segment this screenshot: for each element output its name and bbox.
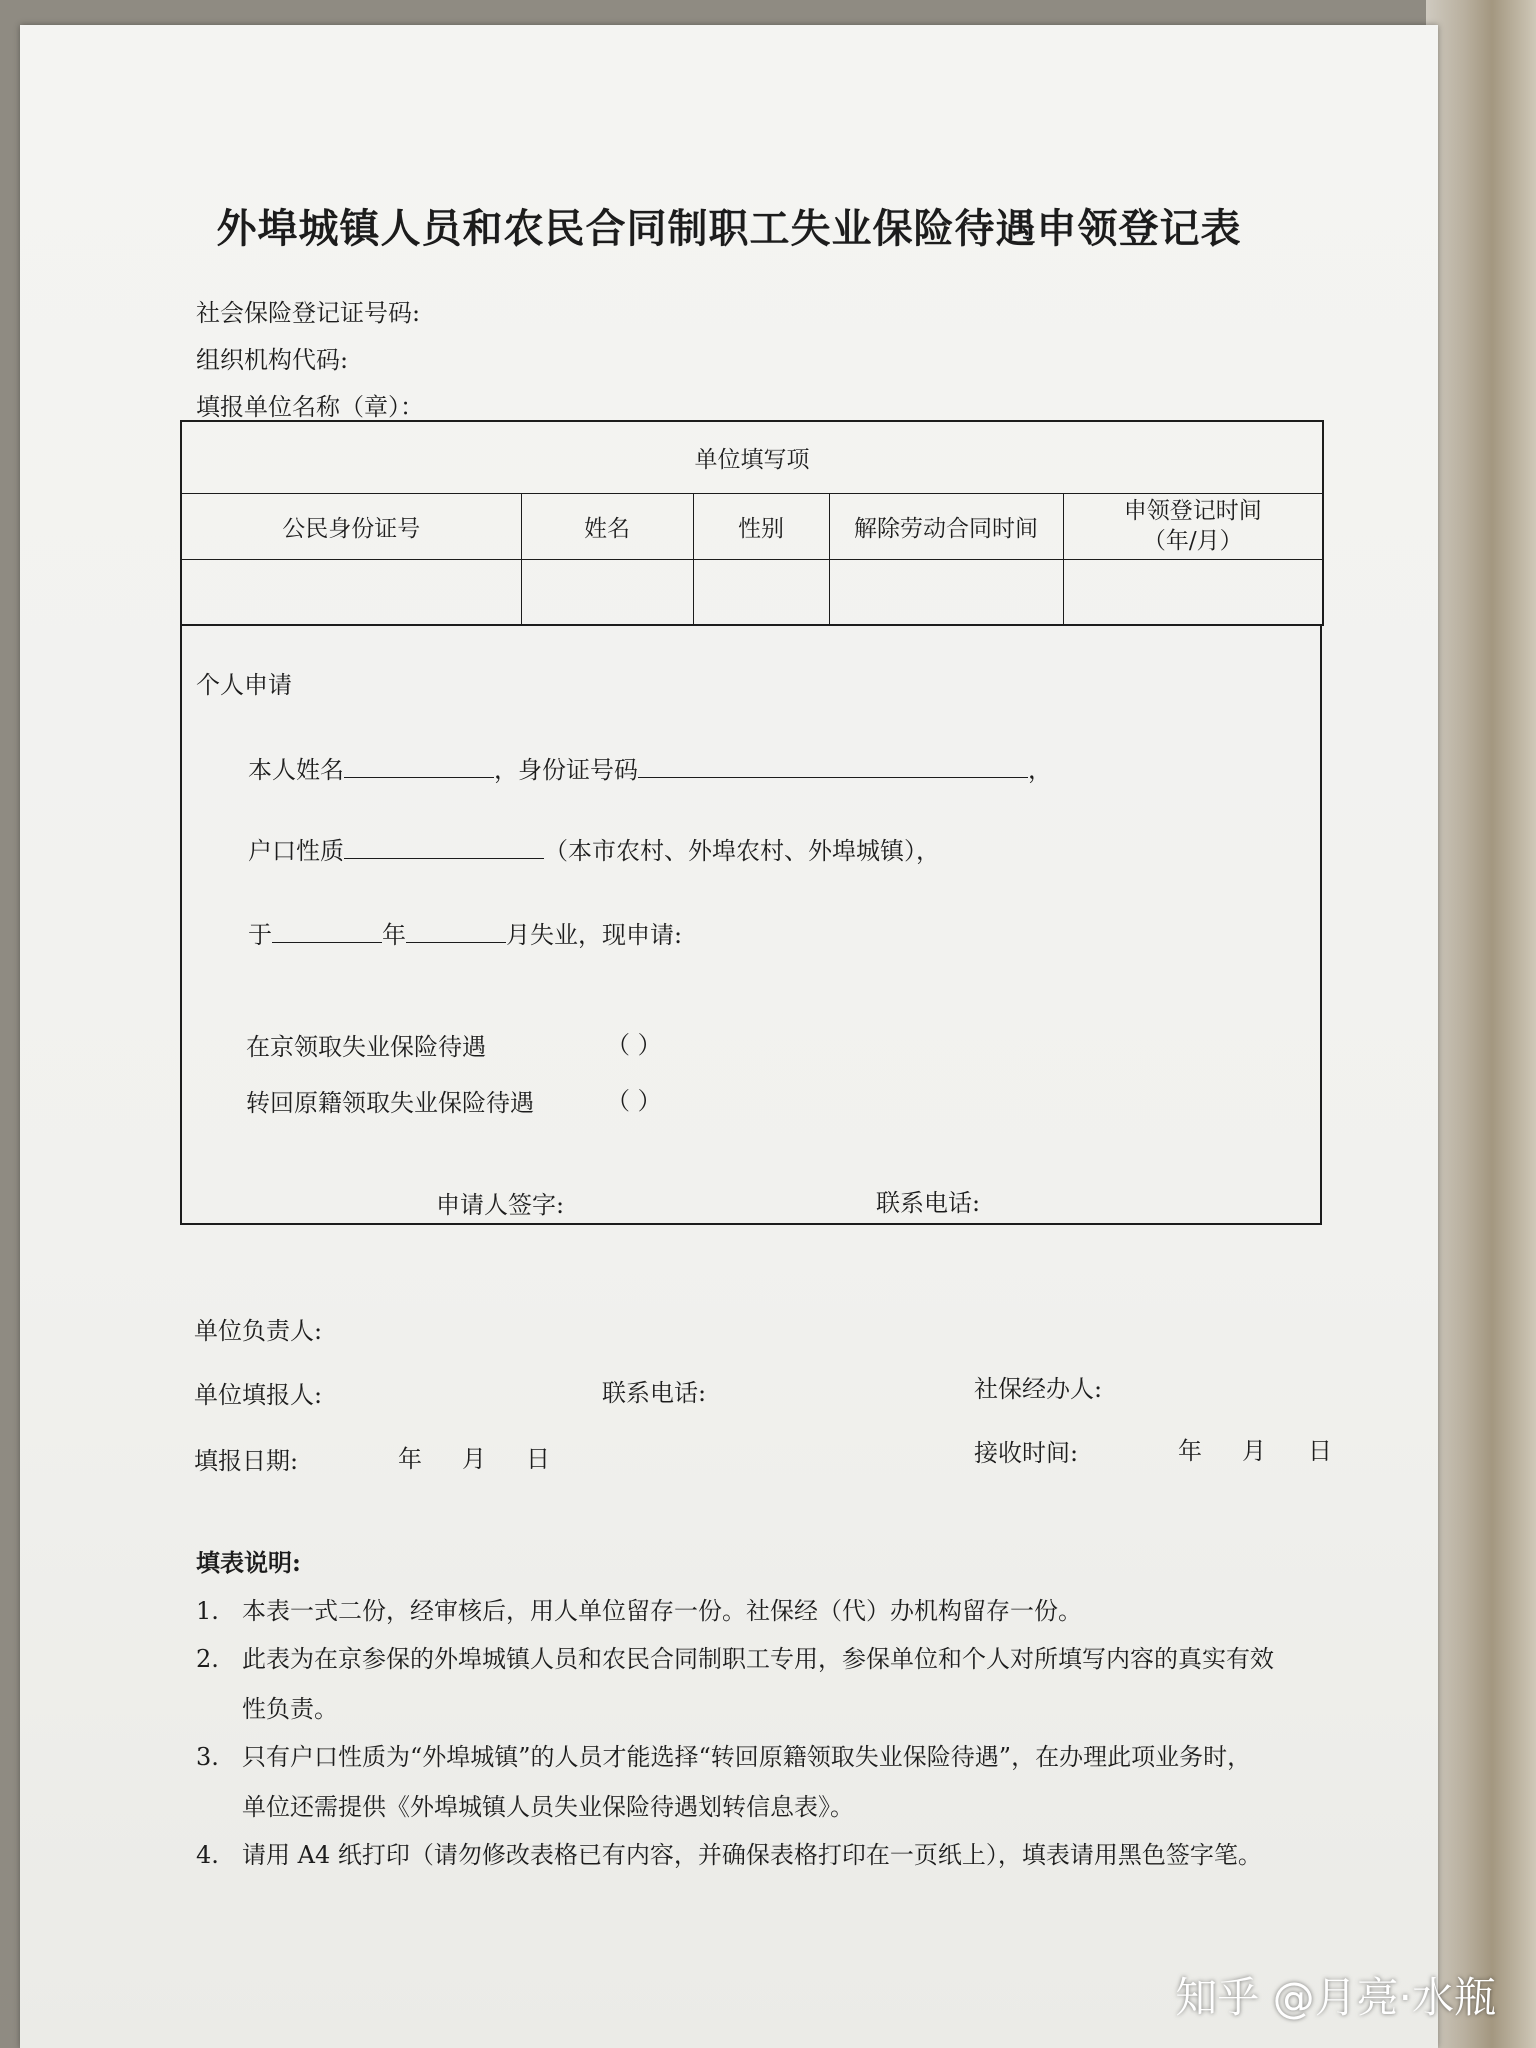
unit-section-heading: 单位填写项 [181, 421, 1323, 493]
note-number: 4. [196, 1841, 219, 1869]
reporting-unit-label: 填报单位名称（章）： [196, 393, 424, 421]
note-item [196, 1591, 1082, 1626]
report-year: 年 [398, 1445, 422, 1473]
option-beijing-checkbox[interactable]: （ ） [606, 1031, 662, 1059]
cell-name[interactable] [521, 559, 693, 625]
unit-info-table [180, 420, 1324, 626]
cell-registration-time[interactable] [1063, 559, 1323, 625]
note-number: 3. [196, 1743, 219, 1771]
note-number: 2. [196, 1645, 219, 1673]
option-hometown-checkbox[interactable]: （ ） [606, 1087, 662, 1115]
report-date-label: 填报日期: [194, 1447, 299, 1475]
unemployment-date-line [248, 915, 682, 950]
notes-heading: 填表说明: [196, 1548, 301, 1577]
comma: ， [494, 756, 518, 784]
month-unemployed-label: 月失业，现申请: [506, 921, 683, 949]
personal-section-heading: 个人申请 [196, 671, 292, 699]
column-registration-time-line1: 申领登记时间 [1123, 498, 1262, 524]
unit-head-label: 单位负责人: [194, 1317, 323, 1345]
unit-phone-label: 联系电话: [602, 1379, 707, 1407]
name-label: 本人姓名 [248, 756, 344, 784]
option-hometown-label: 转回原籍领取失业保险待遇 [246, 1089, 534, 1117]
id-label: 身份证号码 [518, 756, 638, 784]
date-prefix: 于 [248, 921, 272, 949]
background-surface [1426, 0, 1536, 2048]
hukou-line [248, 831, 940, 866]
social-insurance-agent-label: 社保经办人: [974, 1375, 1103, 1403]
note-item [196, 1835, 1262, 1870]
month-blank[interactable] [406, 918, 506, 943]
applicant-phone-label: 联系电话: [876, 1189, 981, 1217]
note-text: 本表一式二份，经审核后，用人单位留存一份。社保经（代）办机构留存一份。 [242, 1597, 1082, 1625]
note-item [196, 1639, 1274, 1674]
receive-time-label: 接收时间: [974, 1439, 1079, 1467]
unit-reporter-label: 单位填报人: [194, 1381, 323, 1409]
note-text: 请用 A4 纸打印（请勿修改表格已有内容，并确保表格打印在一页纸上），填表请用黑色签字笔。 [242, 1841, 1262, 1869]
cell-id-number[interactable] [181, 559, 521, 625]
year-blank[interactable] [272, 918, 382, 943]
cell-contract-termination[interactable] [829, 559, 1063, 625]
year-label: 年 [382, 921, 406, 949]
column-contract-termination: 解除劳动合同时间 [829, 493, 1063, 559]
note-number: 1. [196, 1597, 219, 1625]
comma: ， [1028, 756, 1052, 784]
social-insurance-number-label: 社会保险登记证号码: [196, 299, 421, 327]
name-blank[interactable] [344, 753, 494, 778]
hukou-label: 户口性质 [248, 837, 344, 865]
receive-month: 月 [1242, 1437, 1266, 1465]
receive-year: 年 [1178, 1437, 1202, 1465]
note-text: 此表为在京参保的外埠城镇人员和农民合同制职工专用，参保单位和个人对所填写内容的真实有效 [242, 1645, 1274, 1673]
report-day: 日 [526, 1445, 550, 1473]
applicant-signature-label: 申请人签字: [436, 1191, 565, 1219]
form-paper [20, 25, 1438, 2048]
note-text: 只有户口性质为“外埠城镇”的人员才能选择“转回原籍领取失业保险待遇”，在办理此项业务时， [242, 1743, 1252, 1771]
name-id-line [248, 750, 1052, 785]
form-title: 外埠城镇人员和农民合同制职工失业保险待遇申领登记表 [216, 205, 1242, 252]
column-id-number: 公民身份证号 [181, 493, 521, 559]
report-month: 月 [462, 1445, 486, 1473]
zhihu-watermark: 知乎 @月亮·水瓶 [1175, 1973, 1496, 2022]
column-name: 姓名 [521, 493, 693, 559]
column-gender: 性别 [693, 493, 829, 559]
note-item [196, 1737, 1251, 1772]
hukou-options: （本市农村、外埠农村、外埠城镇）， [544, 837, 940, 865]
option-beijing-label: 在京领取失业保险待遇 [246, 1033, 486, 1061]
hukou-blank[interactable] [344, 834, 544, 859]
column-registration-time [1063, 493, 1323, 559]
cell-gender[interactable] [693, 559, 829, 625]
receive-day: 日 [1308, 1437, 1332, 1465]
organization-code-label: 组织机构代码: [196, 346, 349, 374]
id-blank[interactable] [638, 753, 1028, 778]
column-registration-time-line2: （年/月） [1142, 528, 1243, 554]
note-continuation: 性负责。 [242, 1695, 338, 1723]
note-continuation: 单位还需提供《外埠城镇人员失业保险待遇划转信息表》。 [242, 1793, 854, 1821]
personal-application-section [180, 625, 1322, 1225]
